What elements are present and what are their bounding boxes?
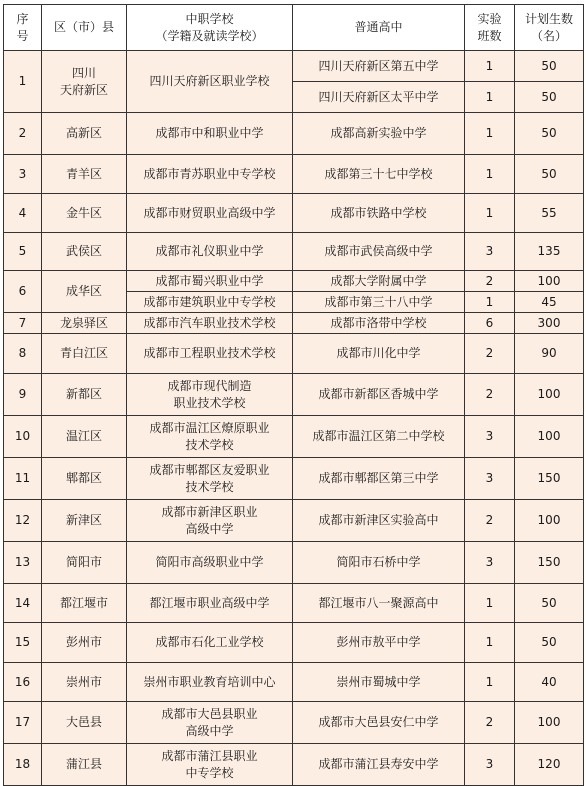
cell-high-school: 成都高新实验中学 xyxy=(293,113,465,155)
cell-vocational-school: 成都市工程职业技术学校 xyxy=(127,334,293,374)
header-vocational-school: 中职学校 （学籍及就读学校） xyxy=(127,5,293,51)
cell-class-count: 3 xyxy=(465,744,515,786)
cell-class-count: 1 xyxy=(465,155,515,194)
cell-seq: 17 xyxy=(4,702,42,744)
table-row xyxy=(4,702,584,744)
cell-class-count: 1 xyxy=(465,663,515,702)
cell-vocational-school: 成都市蒲江县职业 中专学校 xyxy=(127,744,293,786)
cell-plan-count: 100 xyxy=(515,500,584,542)
table-row xyxy=(4,271,584,292)
cell-vocational-school: 都江堰市职业高级中学 xyxy=(127,584,293,623)
cell-high-school: 都江堰市八一聚源高中 xyxy=(293,584,465,623)
cell-district: 四川 天府新区 xyxy=(42,51,127,113)
cell-district: 蒲江县 xyxy=(42,744,127,786)
cell-seq: 13 xyxy=(4,542,42,584)
cell-high-school: 成都市温江区第二中学校 xyxy=(293,416,465,458)
cell-plan-count: 100 xyxy=(515,374,584,416)
cell-seq: 15 xyxy=(4,623,42,663)
cell-plan-count: 100 xyxy=(515,271,584,292)
table-row xyxy=(4,458,584,500)
cell-plan-count: 150 xyxy=(515,458,584,500)
cell-seq: 6 xyxy=(4,271,42,313)
cell-plan-count: 120 xyxy=(515,744,584,786)
cell-district: 成华区 xyxy=(42,271,127,313)
table-row xyxy=(4,416,584,458)
cell-class-count: 1 xyxy=(465,194,515,233)
cell-plan-count: 90 xyxy=(515,334,584,374)
table-row xyxy=(4,500,584,542)
enrollment-plan-table xyxy=(3,4,584,786)
cell-vocational-school: 成都市郫都区友爱职业 技术学校 xyxy=(127,458,293,500)
cell-class-count: 3 xyxy=(465,458,515,500)
cell-plan-count: 100 xyxy=(515,416,584,458)
cell-vocational-school: 成都市现代制造 职业技术学校 xyxy=(127,374,293,416)
cell-high-school: 成都大学附属中学 xyxy=(293,271,465,292)
cell-district: 青白江区 xyxy=(42,334,127,374)
cell-plan-count: 100 xyxy=(515,702,584,744)
table-row xyxy=(4,542,584,584)
cell-district: 崇州市 xyxy=(42,663,127,702)
cell-high-school: 崇州市蜀城中学 xyxy=(293,663,465,702)
cell-high-school: 成都市蒲江县寿安中学 xyxy=(293,744,465,786)
table-row xyxy=(4,374,584,416)
cell-district: 都江堰市 xyxy=(42,584,127,623)
cell-high-school: 成都市新都区香城中学 xyxy=(293,374,465,416)
table-row xyxy=(4,744,584,786)
header-class-count: 实验 班数 xyxy=(465,5,515,51)
cell-class-count: 3 xyxy=(465,233,515,271)
cell-class-count: 3 xyxy=(465,542,515,584)
cell-plan-count: 135 xyxy=(515,233,584,271)
cell-high-school: 成都市洛带中学校 xyxy=(293,313,465,334)
table-row xyxy=(4,155,584,194)
cell-vocational-school: 成都市汽车职业技术学校 xyxy=(127,313,293,334)
cell-vocational-school: 崇州市职业教育培训中心 xyxy=(127,663,293,702)
cell-vocational-school: 成都市石化工业学校 xyxy=(127,623,293,663)
cell-vocational-school: 成都市建筑职业中专学校 xyxy=(127,292,293,313)
cell-plan-count: 50 xyxy=(515,113,584,155)
cell-district: 新都区 xyxy=(42,374,127,416)
cell-seq: 1 xyxy=(4,51,42,113)
cell-class-count: 1 xyxy=(465,51,515,82)
cell-class-count: 3 xyxy=(465,416,515,458)
cell-seq: 16 xyxy=(4,663,42,702)
cell-class-count: 2 xyxy=(465,500,515,542)
cell-vocational-school: 四川天府新区职业学校 xyxy=(127,51,293,113)
cell-district: 郫都区 xyxy=(42,458,127,500)
cell-plan-count: 50 xyxy=(515,584,584,623)
header-district: 区（市）县 xyxy=(42,5,127,51)
cell-high-school: 成都市大邑县安仁中学 xyxy=(293,702,465,744)
header-seq: 序 号 xyxy=(4,5,42,51)
cell-high-school: 简阳市石桥中学 xyxy=(293,542,465,584)
cell-vocational-school: 成都市大邑县职业 高级中学 xyxy=(127,702,293,744)
cell-vocational-school: 成都市财贸职业高级中学 xyxy=(127,194,293,233)
cell-seq: 14 xyxy=(4,584,42,623)
cell-plan-count: 50 xyxy=(515,155,584,194)
cell-high-school: 成都第三十七中学校 xyxy=(293,155,465,194)
cell-class-count: 2 xyxy=(465,271,515,292)
cell-vocational-school: 成都市新津区职业 高级中学 xyxy=(127,500,293,542)
cell-seq: 2 xyxy=(4,113,42,155)
cell-seq: 9 xyxy=(4,374,42,416)
cell-class-count: 6 xyxy=(465,313,515,334)
table-row xyxy=(4,334,584,374)
table-row xyxy=(4,233,584,271)
cell-plan-count: 300 xyxy=(515,313,584,334)
table-row xyxy=(4,584,584,623)
cell-vocational-school: 成都市中和职业中学 xyxy=(127,113,293,155)
table-row xyxy=(4,313,584,334)
cell-seq: 12 xyxy=(4,500,42,542)
cell-district: 龙泉驿区 xyxy=(42,313,127,334)
cell-seq: 5 xyxy=(4,233,42,271)
cell-seq: 11 xyxy=(4,458,42,500)
cell-class-count: 1 xyxy=(465,623,515,663)
cell-seq: 8 xyxy=(4,334,42,374)
cell-class-count: 1 xyxy=(465,584,515,623)
cell-high-school: 成都市新津区实验高中 xyxy=(293,500,465,542)
header-row xyxy=(4,5,584,51)
cell-plan-count: 40 xyxy=(515,663,584,702)
cell-seq: 4 xyxy=(4,194,42,233)
cell-district: 新津区 xyxy=(42,500,127,542)
cell-district: 武侯区 xyxy=(42,233,127,271)
table-row xyxy=(4,663,584,702)
cell-seq: 7 xyxy=(4,313,42,334)
header-plan-count: 计划生数 （名） xyxy=(515,5,584,51)
cell-high-school: 彭州市敖平中学 xyxy=(293,623,465,663)
cell-seq: 10 xyxy=(4,416,42,458)
cell-high-school: 四川天府新区太平中学 xyxy=(293,82,465,113)
cell-class-count: 2 xyxy=(465,702,515,744)
cell-high-school: 成都市铁路中学校 xyxy=(293,194,465,233)
cell-seq: 18 xyxy=(4,744,42,786)
cell-class-count: 1 xyxy=(465,82,515,113)
cell-district: 金牛区 xyxy=(42,194,127,233)
cell-plan-count: 55 xyxy=(515,194,584,233)
cell-district: 彭州市 xyxy=(42,623,127,663)
cell-class-count: 2 xyxy=(465,334,515,374)
cell-high-school: 成都市川化中学 xyxy=(293,334,465,374)
cell-class-count: 1 xyxy=(465,113,515,155)
table-row xyxy=(4,623,584,663)
cell-vocational-school: 成都市青苏职业中专学校 xyxy=(127,155,293,194)
cell-plan-count: 150 xyxy=(515,542,584,584)
cell-high-school: 成都市武侯高级中学 xyxy=(293,233,465,271)
cell-high-school: 成都市郫都区第三中学 xyxy=(293,458,465,500)
cell-plan-count: 50 xyxy=(515,623,584,663)
table-row xyxy=(4,194,584,233)
cell-seq: 3 xyxy=(4,155,42,194)
cell-district: 温江区 xyxy=(42,416,127,458)
table-row xyxy=(4,113,584,155)
header-high-school: 普通高中 xyxy=(293,5,465,51)
cell-vocational-school: 简阳市高级职业中学 xyxy=(127,542,293,584)
cell-high-school: 四川天府新区第五中学 xyxy=(293,51,465,82)
cell-vocational-school: 成都市礼仪职业中学 xyxy=(127,233,293,271)
cell-plan-count: 45 xyxy=(515,292,584,313)
cell-class-count: 2 xyxy=(465,374,515,416)
cell-district: 青羊区 xyxy=(42,155,127,194)
cell-high-school: 成都市第三十八中学 xyxy=(293,292,465,313)
cell-district: 大邑县 xyxy=(42,702,127,744)
cell-plan-count: 50 xyxy=(515,51,584,82)
cell-plan-count: 50 xyxy=(515,82,584,113)
cell-vocational-school: 成都市蜀兴职业中学 xyxy=(127,271,293,292)
cell-district: 简阳市 xyxy=(42,542,127,584)
cell-class-count: 1 xyxy=(465,292,515,313)
cell-vocational-school: 成都市温江区燎原职业 技术学校 xyxy=(127,416,293,458)
cell-district: 高新区 xyxy=(42,113,127,155)
table-row xyxy=(4,51,584,82)
